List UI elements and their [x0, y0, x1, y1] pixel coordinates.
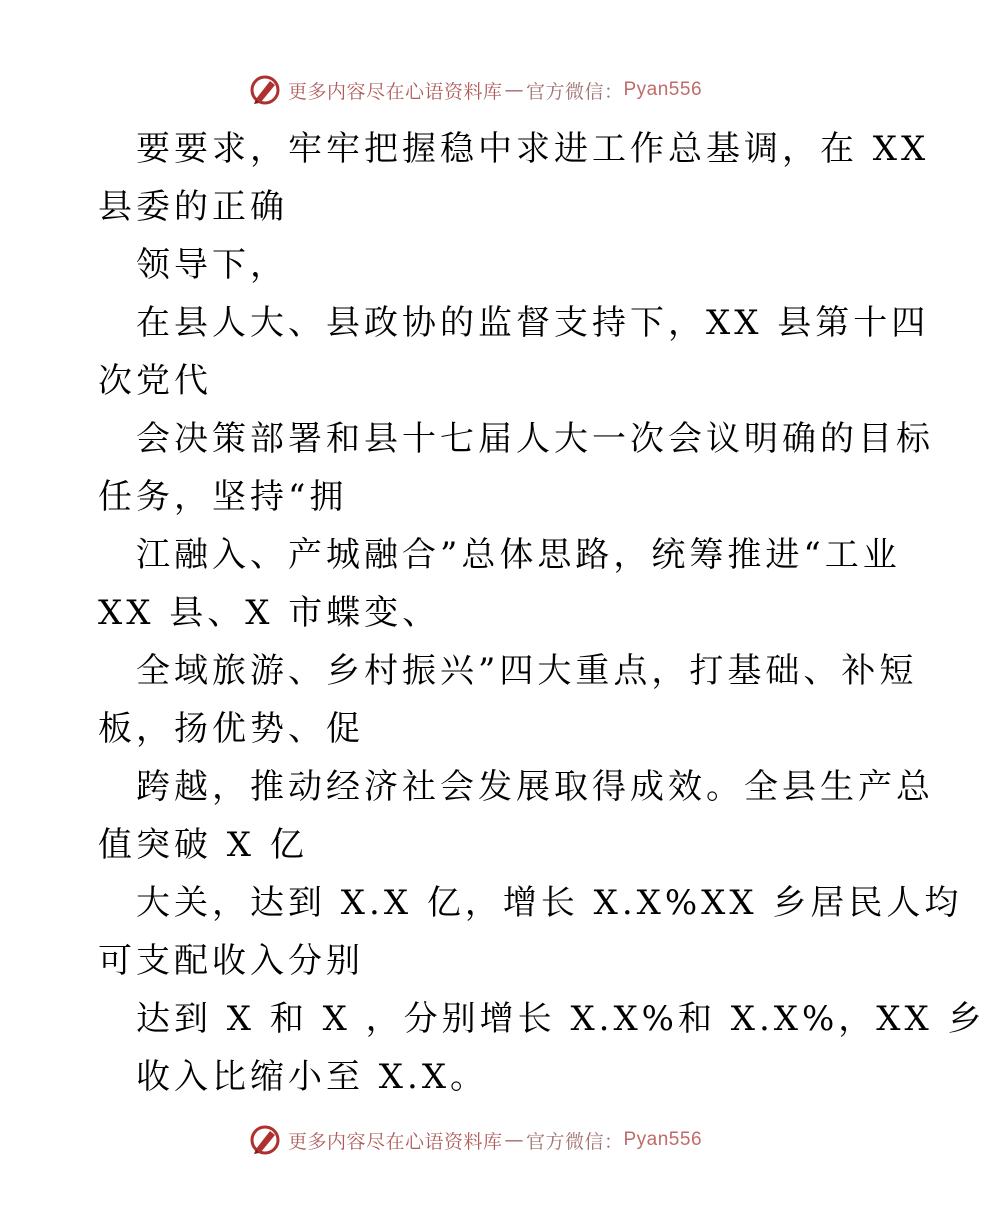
- pen-logo-icon: [248, 1123, 282, 1157]
- body-line: 全域旅游、乡村振兴”四大重点，打基础、补短: [136, 651, 918, 691]
- body-line: 在县人大、县政协的监督支持下，XX 县第十四: [136, 303, 930, 343]
- body-line: 大关，达到 X.X 亿，增长 X.X%XX 乡居民人均: [136, 883, 963, 923]
- watermark-official-label: 官方微信：: [525, 1130, 624, 1153]
- body-line: 收入比缩小至 X.X。: [136, 1057, 489, 1097]
- body-line: 要要求，牢牢把握稳中求进工作总基调，在 XX: [136, 129, 930, 169]
- watermark-official-label: 官方微信：: [525, 80, 624, 103]
- body-line: 板，扬优势、促: [98, 709, 364, 749]
- body-line: 次党代: [98, 361, 212, 401]
- watermark-main-text: 更多内容尽在心语资料库: [287, 1130, 503, 1153]
- body-line: XX 县、X 市蝶变、: [98, 593, 441, 633]
- pen-logo-icon: [248, 73, 282, 107]
- watermark-handle: Pyan556: [623, 1129, 703, 1150]
- body-line: 任务，坚持“拥: [98, 477, 348, 517]
- watermark-separator: —: [504, 79, 524, 101]
- body-line: 领导下，: [136, 245, 288, 285]
- body-line: 江融入、产城融合”总体思路，统筹推进“工业: [136, 535, 901, 575]
- body-line: 跨越，推动经济社会发展取得成效。全县生产总: [136, 767, 934, 807]
- body-line: 达到 X 和 X ，分别增长 X.X%和 X.X%，XX 乡: [136, 999, 986, 1039]
- body-line: 县委的正确: [98, 187, 288, 227]
- watermark-handle: Pyan556: [623, 79, 703, 100]
- header-watermark: [0, 72, 950, 108]
- footer-watermark: [0, 1122, 950, 1158]
- document-body: [98, 120, 986, 1106]
- body-line: 会决策部署和县十七届人大一次会议明确的目标: [136, 419, 934, 459]
- body-line: 可支配收入分别: [98, 941, 364, 981]
- watermark-separator: —: [504, 1129, 524, 1151]
- body-line: 值突破 X 亿: [98, 825, 308, 865]
- watermark-main-text: 更多内容尽在心语资料库: [287, 80, 503, 103]
